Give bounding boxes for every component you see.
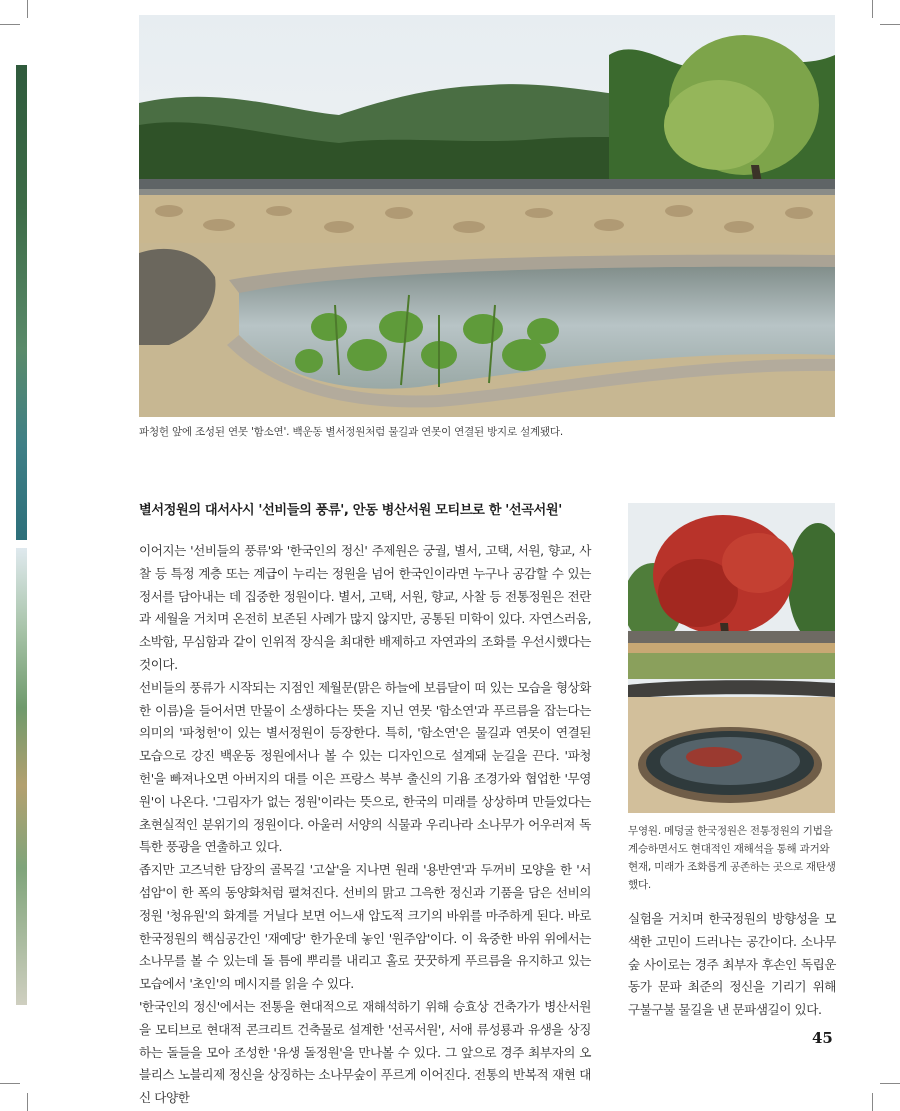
lotus-pond-photo — [139, 15, 835, 417]
page-number: 45 — [812, 1029, 833, 1047]
crop-mark — [0, 24, 20, 25]
crop-mark — [880, 1083, 900, 1084]
crop-mark — [27, 1093, 28, 1111]
crop-mark — [880, 24, 900, 25]
body-paragraph: 좁지만 고즈넉한 담장의 골목길 '고샅'을 지나면 원래 '용반연'과 두꺼비 모양을 한 '서섬암'이 한 폭의 동양화처럼 펼쳐진다. 선비의 맑고 그윽한 정신과 기품을 담은 선비의 정원 '청유원'의 화계를 거닐다 보면 어느새 압도적 크기의 바위를 마주하게 된다. 바로 한국정원의 핵심공간인 '재예당' 한가운데 놓인 '원주암'이다. 이 육중한 바위 위에서는 소나무를 볼 수 있는데 돌 틈에 뿌리를 내리고 홀로 꿋꿋하게 푸르름을 유지하고 있는 모습에서 '초인'의 메시지를 읽을 수 있다. — [139, 862, 591, 992]
side-photo-caption: 무영원. 메덩굴 한국정원은 전통정원의 기법을 계승하면서도 현대적인 재해석을 통해 과거와 현재, 미래가 조화롭게 공존하는 곳으로 재탄생했다. — [628, 825, 836, 891]
facing-page-strip — [16, 65, 27, 540]
side-text-column — [628, 908, 836, 1022]
body-paragraph: 이어지는 '선비들의 풍류'와 '한국인의 정신' 주제원은 궁궐, 별서, 고택, 서원, 향교, 사찰 등 특정 계층 또는 계급이 누리는 정원을 넘어 한국인이라면 누구나 공감할 수 있는 정서를 담아내는 데 집중한 정원이다. 별서, 고택, 서원, 향교, 사찰 등 전통정원은 전란과 세월을 거치며 온전히 보존된 사례가 많지 않지만, 공통된 미학이 있다. 자연스러움, 소박함, 무심함과 같이 인위적 장식을 최대한 배제하고 자연과의 조화를 우선시했다는 것이다. — [139, 543, 591, 672]
muyeongwon-photo — [628, 503, 835, 813]
main-text-column — [139, 540, 591, 1110]
crop-mark — [872, 1093, 873, 1111]
body-paragraph: 실험을 거치며 한국정원의 방향성을 모색한 고민이 드러나는 공간이다. 소나무숲 사이로는 경주 최부자 후손인 독립운동가 문파 최준의 정신을 기리기 위해 구불구불 물길을 낸 문파샘길이 있다. — [628, 911, 836, 1018]
crop-mark — [872, 0, 873, 18]
body-paragraph: '한국인의 정신'에서는 전통을 현대적으로 재해석하기 위해 승효상 건축가가 병산서원을 모티브로 현대적 콘크리트 건축물로 설계한 '선곡서원', 서애 류성룡과 유생을 상징하는 돌들을 모아 조성한 '유생 돌정원'을 만나볼 수 있다. 그 앞으로 경주 최부자의 오블리스 노블리제 정신을 상징하는 소나무숲이 푸르게 이어진다. 전통의 반복적 재현 대신 다양한 — [139, 998, 591, 1106]
crop-mark — [27, 0, 28, 18]
crop-mark — [0, 1083, 20, 1084]
top-photo-caption: 파청헌 앞에 조성된 연못 '함소연'. 백운동 별서정원처럼 물길과 연못이 연결된 방지로 설계됐다. — [139, 426, 563, 438]
section-heading: 별서정원의 대서사시 '선비들의 풍류', 안동 병산서원 모티브로 한 '선곡서원' — [139, 503, 562, 518]
body-paragraph: 선비들의 풍류가 시작되는 지점인 제월문(맑은 하늘에 보름달이 떠 있는 모습을 형상화한 이름)을 들어서면 만물이 소생하다는 뜻을 지닌 연못 '함소연'과 푸르름을 잡는다는 의미의 '파청헌'이 있는 별서정원이 등장한다. 특히, '함소연'은 물길과 연못이 연결된 모습으로 강진 백운동 정원에서나 볼 수 있는 디자인으로 설계돼 눈길을 끈다. '파청헌'을 빠져나오면 아버지의 대를 이은 프랑스 북부 출신의 기욤 조경가와 협업한 '무영원'이 나온다. '그림자가 없는 정원'이라는 뜻으로, 한국의 미래를 상상하며 만들었다는 초현실적인 분위기의 정원이다. 아울러 서양의 식물과 우리나라 소나무가 어우러져 독특한 풍광을 연출하고 있다. — [139, 679, 591, 855]
facing-page-strip — [16, 548, 27, 1005]
